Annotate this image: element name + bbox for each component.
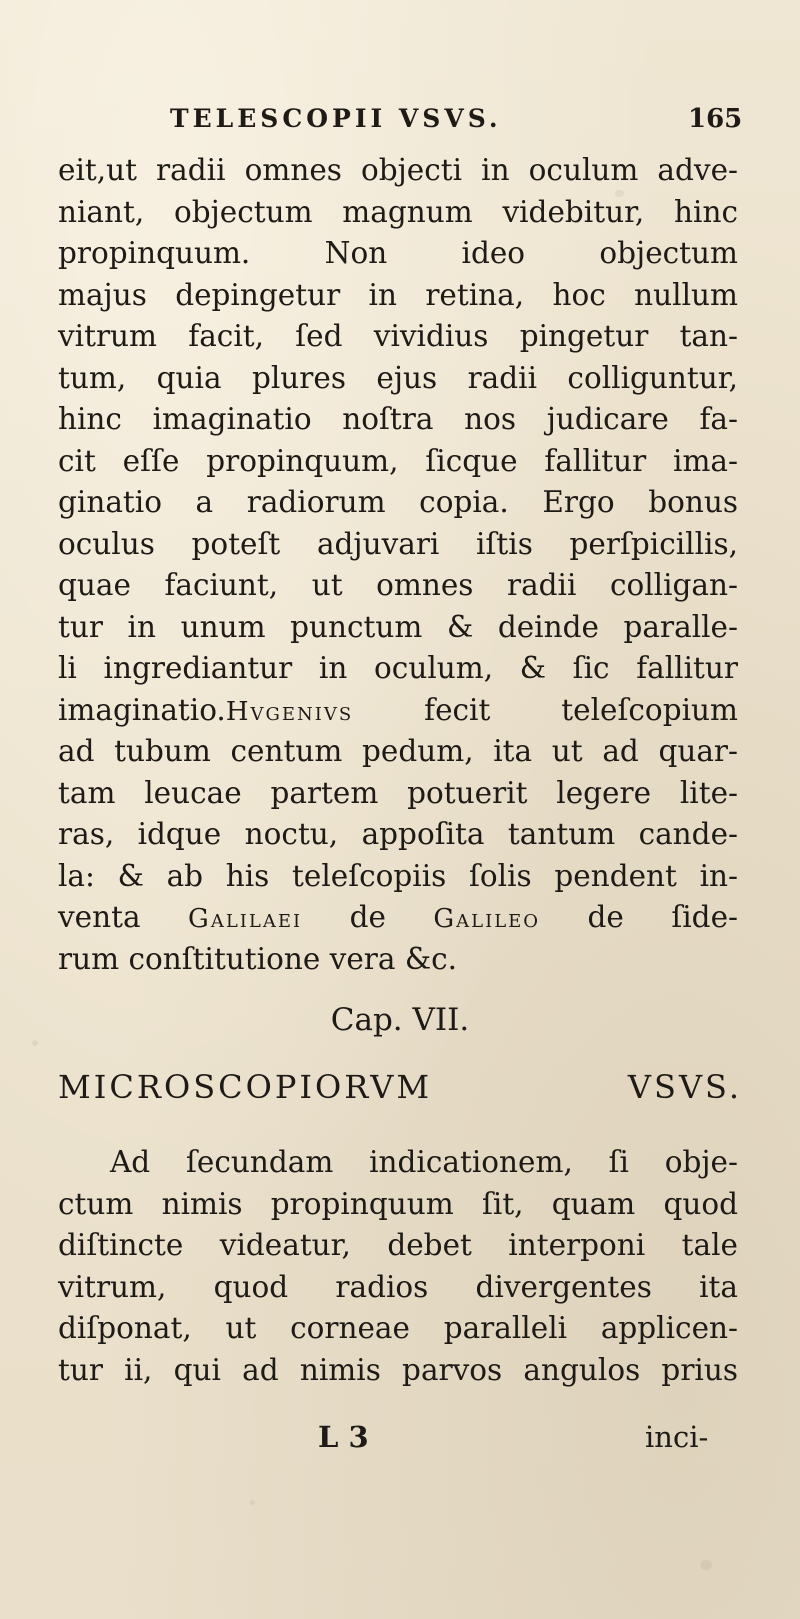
text-line: ad tubum centum pedum, ita ut ad quar- — [58, 734, 738, 768]
text-line: tur ii, qui ad nimis parvos angulos prius — [58, 1352, 738, 1387]
text-line: tam leucae partem potuerit legere lite- — [58, 775, 738, 810]
text-line: ginatio a radiorum copia. Ergo bonus — [58, 485, 738, 519]
person-name-galileo: Galileo — [433, 904, 541, 934]
text-line-indented: Ad ſecundam indicationem, ſi obje- — [110, 1145, 738, 1179]
text-line: tur in unum punctum & deinde paralle- — [58, 609, 738, 644]
text-line: propinquum. Non ideo objectum — [58, 236, 738, 270]
text-fragment: de — [349, 900, 386, 934]
text-line: ctum nimis propinquum ſit, quam quod — [58, 1186, 738, 1221]
signature-mark: L 3 — [318, 1420, 369, 1454]
text-line: majus depingetur in retina, hoc nullum — [58, 277, 738, 312]
text-fragment: imaginatio. — [58, 692, 226, 727]
text-line: oculus poteſt adjuvari iſtis perſpicillis, — [58, 526, 738, 561]
chapter-heading: Cap. VII. — [330, 1002, 470, 1038]
paper-stain — [250, 1500, 255, 1505]
running-head — [0, 104, 800, 144]
text-fragment: de ſide- — [587, 900, 738, 934]
text-line: vitrum facit, ſed vividius pingetur tan- — [58, 319, 738, 353]
text-line: ras, idque noctu, appoſita tantum cande- — [58, 817, 738, 851]
text-fragment: fecit teleſcopium — [424, 692, 738, 727]
page-number: 165 — [688, 104, 743, 134]
text-line: vitrum, quod radios divergentes ita — [58, 1269, 738, 1304]
catchword: inci- — [645, 1420, 709, 1454]
running-head-title: TELESCOPII VSVS. — [170, 104, 502, 133]
text-line — [58, 897, 738, 939]
text-line-last: rum conſtitutione vera &c. — [58, 941, 458, 976]
page-footer — [0, 1420, 800, 1460]
person-name-galilaei: Galilaei — [188, 904, 303, 934]
paragraph-telescope-use — [58, 150, 738, 980]
text-line: niant, objectum magnum videbitur, hinc — [58, 194, 738, 229]
text-line: li ingrediantur in oculum, & ſic fallitur — [58, 651, 738, 685]
text-line: diſtincte videatur, debet interponi tale — [58, 1228, 738, 1262]
section-title: MICROSCOPIORVM VSVS. — [58, 1068, 742, 1106]
text-line: quae faciunt, ut omnes radii colligan- — [58, 568, 738, 602]
paper-stain — [700, 1560, 712, 1570]
text-line: diſponat, ut corneae paralleli applicen- — [58, 1311, 738, 1345]
paragraph-microscope-use — [58, 1142, 738, 1391]
paper-stain — [32, 1040, 38, 1046]
text-line: eit,ut radii omnes objecti in oculum adve- — [58, 153, 738, 187]
text-line — [58, 690, 738, 732]
person-name-huygens: Hvgenivs — [225, 696, 354, 727]
text-line: la: & ab his teleſcopiis ſolis pendent in- — [58, 858, 738, 893]
text-line: hinc imaginatio noſtra nos judicare fa- — [58, 402, 738, 436]
text-line: cit eſſe propinquum, ſicque fallitur ima- — [58, 443, 738, 478]
text-line: tum, quia plures ejus radii colliguntur, — [58, 360, 738, 395]
text-fragment: venta — [58, 900, 141, 934]
